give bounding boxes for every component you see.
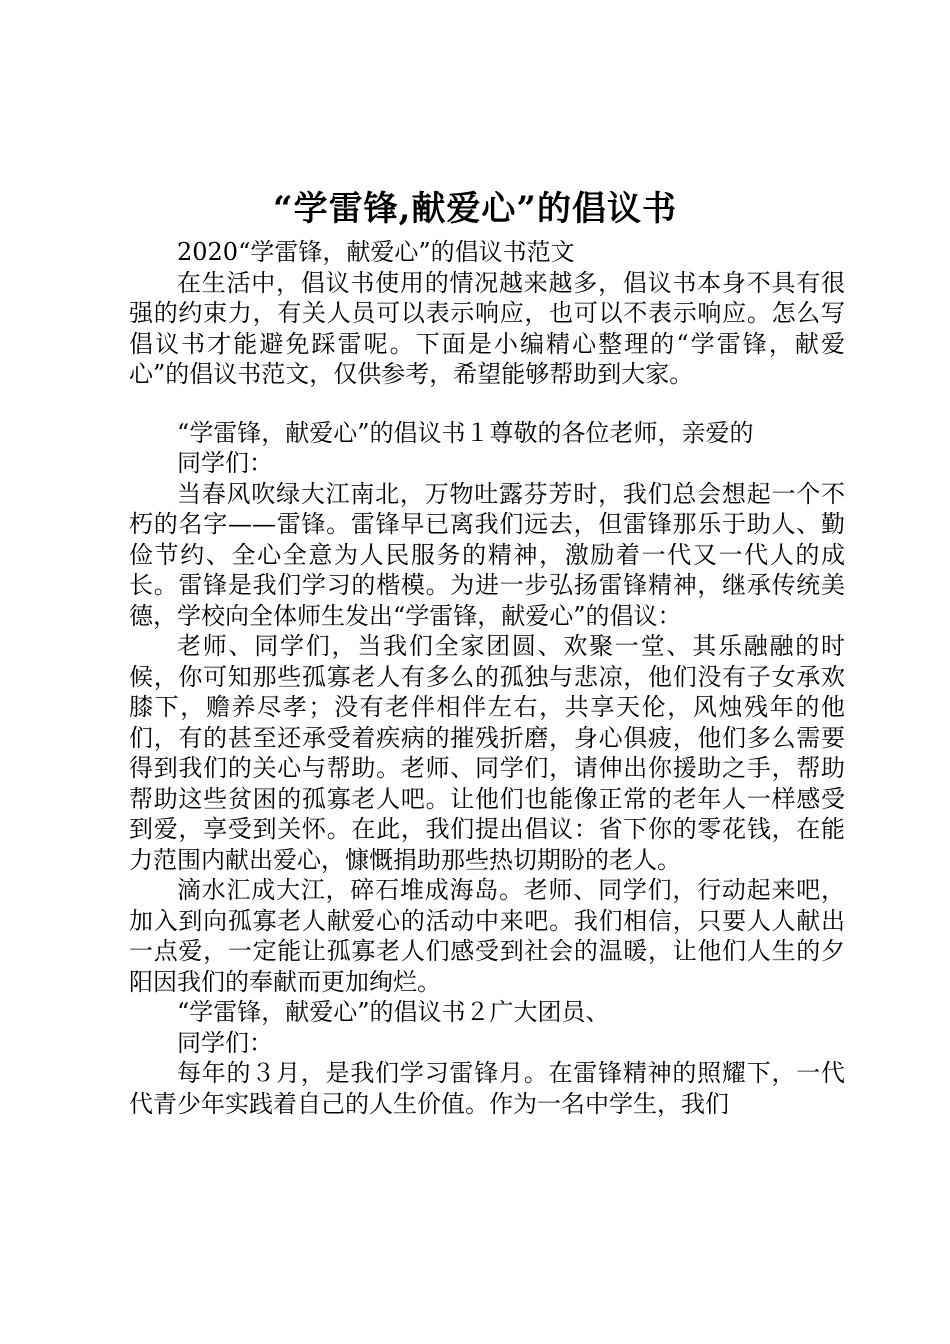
section-heading-2: “学雷锋，献爱心”的倡议书２广大团员、 (177, 998, 610, 1026)
document-body (129, 237, 845, 1119)
body-paragraph: 每年的３月，是我们学习雷锋月。在雷锋精神的照耀下，一代代青少年实践着自己的人生价值。作为一名中学生，我们 (129, 1059, 845, 1118)
salutation-2: 同学们： (177, 1028, 273, 1057)
body-paragraph: 当春风吹绿大江南北，万物吐露芬芳时，我们总会想起一个不朽的名字——雷锋。雷锋早已离我们远去，但雷锋那乐于助人、勤俭节约、全心全意为人民服务的精神，激励着一代又一代人的成长。雷锋是我们学习的楷模。为进一步弘扬雷锋精神，继承传统美德，学校向全体师生发出“学雷锋，献爱心”的倡议： (129, 479, 845, 630)
document-title: “学雷锋,献爱心”的倡议书 (273, 189, 677, 229)
paragraph-spacer (129, 390, 845, 418)
body-paragraph: 老师、同学们，当我们全家团圆、欢聚一堂、其乐融融的时候，你可知那些孤寡老人有多么的孤独与悲凉，他们没有子女承欢膝下，赡养尽孝；没有老伴相伴左右，共享天伦，风烛残年的他们，有的甚至还承受着疾病的摧残折磨，身心俱疲，他们多么需要得到我们的关心与帮助。老师、同学们，请伸出你援助之手，帮助帮助这些贫困的孤寡老人吧。让他们也能像正常的老年人一样感受到爱，享受到关怀。在此，我们提出倡议：省下你的零花钱，在能力范围内献出爱心，慷慨捐助那些热切期盼的老人。 (129, 632, 845, 874)
body-paragraph: 滴水汇成大江，碎石堆成海岛。老师、同学们，行动起来吧，加入到向孤寡老人献爱心的活动中来吧。我们相信，只要人人献出一点爱，一定能让孤寡老人们感受到社会的温暖，让他们人生的夕阳因我们的奉献而更加绚烂。 (129, 876, 845, 996)
intro-paragraph: 在生活中，倡议书使用的情况越来越多，倡议书本身不具有很强的约束力，有关人员可以表示响应，也可以不表示响应。怎么写倡议书才能避免踩雷呢。下面是小编精心整理的“学雷锋，献爱心”的倡议书范文，仅供参考，希望能够帮助到大家。 (129, 268, 845, 388)
section-heading-1: “学雷锋，献爱心”的倡议书１尊敬的各位老师，亲爱的 (177, 418, 754, 447)
subtitle-line: 2020“学雷锋，献爱心”的倡议书范文 (177, 238, 575, 266)
salutation-1: 同学们： (177, 449, 273, 477)
